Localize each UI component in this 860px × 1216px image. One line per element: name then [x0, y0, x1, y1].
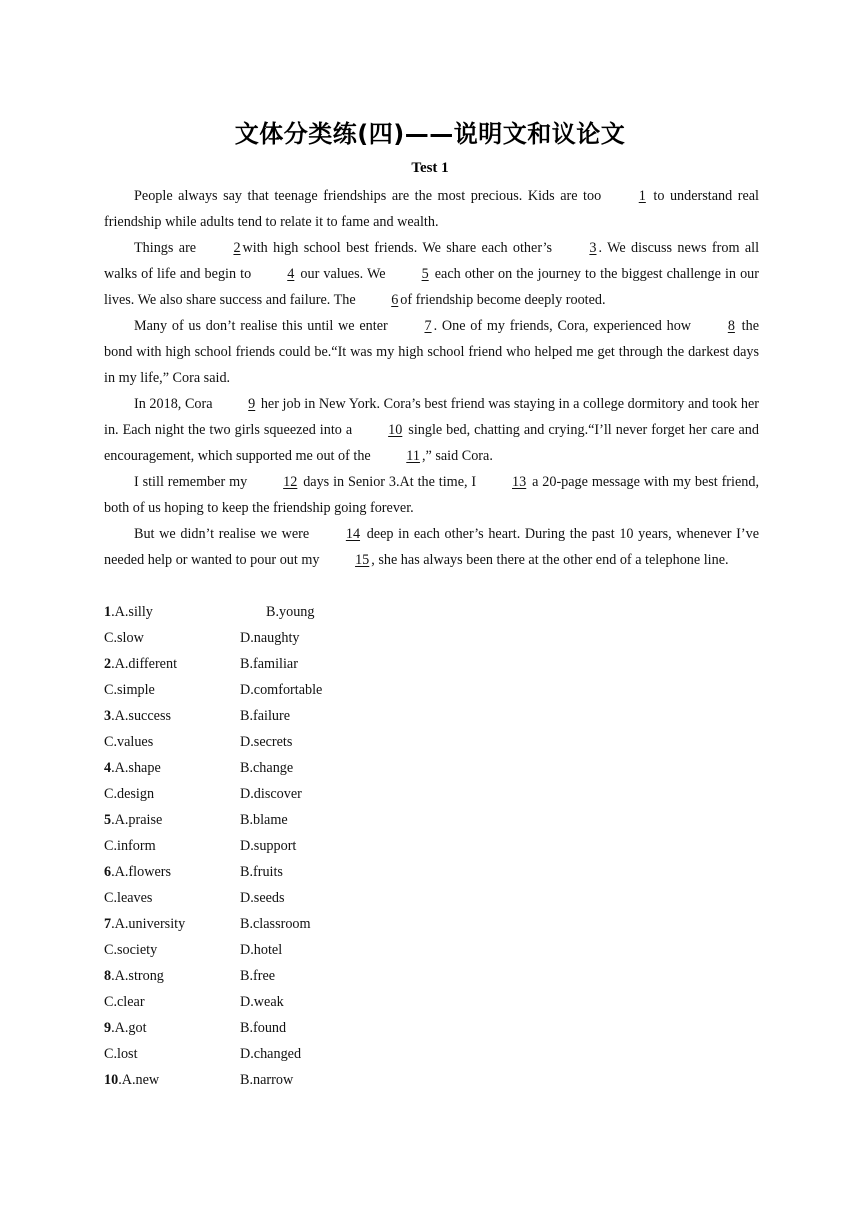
- option-b: B.change: [240, 760, 294, 776]
- option-a: [104, 1015, 147, 1041]
- option-a: [104, 807, 162, 833]
- question-number: 1: [104, 604, 112, 620]
- passage-text: People always say that teenage friendships are the most precious. Kids are too: [134, 188, 607, 204]
- passage-text: days in Senior 3.At the time, I: [299, 474, 481, 490]
- option-a: [104, 599, 153, 625]
- question-5-row-cd: [104, 833, 504, 859]
- option-a-text: .A.flowers: [111, 864, 171, 880]
- option-b: B.failure: [240, 708, 291, 724]
- option-c: C.leaves: [104, 890, 153, 906]
- blank-14: 14: [345, 526, 361, 542]
- blank-7: 7: [424, 318, 432, 334]
- option-c: C.inform: [104, 838, 156, 854]
- option-d: D.secrets: [240, 734, 293, 750]
- blank-1: 1: [638, 188, 646, 204]
- question-number: 7: [104, 916, 112, 932]
- option-d: D.support: [240, 838, 297, 854]
- option-d: D.changed: [240, 1046, 302, 1062]
- question-9-row-ab: [104, 1015, 504, 1041]
- option-b: B.blame: [240, 812, 288, 828]
- option-a: [104, 859, 171, 885]
- passage-text: a 20-page message with my best friend, both of us hoping to keep the friendship going forever.: [104, 474, 759, 516]
- question-number: 5: [104, 812, 112, 828]
- paragraph-4: [104, 391, 759, 469]
- option-b: B.familiar: [240, 656, 298, 672]
- passage-text: each other on the journey to the biggest challenge in our lives. We also share success and failure. The: [104, 266, 759, 308]
- passage-text: Things are: [134, 240, 202, 256]
- option-b: B.free: [240, 968, 276, 984]
- option-a-text: .A.shape: [111, 760, 161, 776]
- passage-text: , she has always been there at the other end of a telephone line.: [371, 552, 729, 568]
- blank-10: 10: [388, 422, 403, 438]
- question-2-row-cd: [104, 677, 504, 703]
- passage-text: our values. We: [296, 266, 390, 282]
- question-number: 9: [104, 1020, 112, 1036]
- answer-options: [104, 599, 504, 1093]
- option-c: C.values: [104, 734, 154, 750]
- option-d: D.comfortable: [240, 682, 323, 698]
- blank-5: 5: [421, 266, 429, 282]
- option-c: C.lost: [104, 1046, 138, 1062]
- passage-text: . We discuss news from all walks of life and begin to: [104, 240, 760, 282]
- passage-text: . One of my friends, Cora, experienced how: [433, 318, 696, 334]
- option-c: C.design: [104, 786, 155, 802]
- page-title: 文体分类练(四)——说明文和议论文: [234, 120, 626, 148]
- passage-text: with high school best friends. We share each other’s: [242, 240, 558, 256]
- question-number: 4: [104, 760, 112, 776]
- question-number: 6: [104, 864, 112, 880]
- paragraph-1: [104, 183, 759, 235]
- blank-11: 11: [406, 448, 420, 464]
- option-a-text: .A.success: [111, 708, 171, 724]
- blank-12: 12: [283, 474, 298, 490]
- option-b: B.classroom: [240, 916, 311, 932]
- passage-text: I still remember my: [134, 474, 252, 490]
- option-a: [104, 755, 161, 781]
- blank-13: 13: [512, 474, 527, 490]
- question-3-row-ab: [104, 703, 504, 729]
- question-number: 2: [104, 656, 112, 672]
- question-5-row-ab: [104, 807, 504, 833]
- question-1-row-cd: [104, 625, 504, 651]
- blank-15: 15: [355, 552, 370, 568]
- question-number: 8: [104, 968, 112, 984]
- test-subtitle: Test 1: [411, 160, 449, 176]
- paragraph-6: [104, 521, 759, 573]
- passage-text: of friendship become deeply rooted.: [400, 292, 606, 308]
- passage-text: Many of us don’t realise this until we enter: [134, 318, 393, 334]
- question-4-row-ab: [104, 755, 504, 781]
- passage-text: her job in New York. Cora’s best friend was staying in a college dormitory and took her in. Each night the two girls squeezed into a: [104, 396, 759, 438]
- blank-9: 9: [248, 396, 256, 412]
- question-9-row-cd: [104, 1041, 504, 1067]
- question-7-row-cd: [104, 937, 504, 963]
- question-6-row-cd: [104, 885, 504, 911]
- option-d: D.seeds: [240, 890, 285, 906]
- passage-text: single bed, chatting and crying.“I’ll never forget her care and encouragement, which supported me out of the: [104, 422, 759, 464]
- option-d: D.discover: [240, 786, 302, 802]
- option-a-text: .A.different: [111, 656, 178, 672]
- question-8-row-cd: [104, 989, 504, 1015]
- question-7-row-ab: [104, 911, 504, 937]
- passage-text: deep in each other’s heart. During the past 10 years, whenever I’ve needed help or wanted to pour out my: [104, 526, 759, 568]
- passage-text: the bond with high school friends could be.“It was my high school friend who helped me get through the darkest days in my life,” Cora said.: [104, 318, 759, 386]
- blank-6: 6: [391, 292, 399, 308]
- blank-8: 8: [727, 318, 735, 334]
- option-a-text: .A.praise: [111, 812, 163, 828]
- option-c: C.society: [104, 942, 158, 958]
- question-2-row-ab: [104, 651, 504, 677]
- option-a-text: .A.got: [111, 1020, 147, 1036]
- option-a: [104, 963, 164, 989]
- option-a-text: .A.silly: [111, 604, 153, 620]
- passage-text: In 2018, Cora: [134, 396, 217, 412]
- blank-4: 4: [287, 266, 295, 282]
- option-a: [104, 703, 171, 729]
- paragraph-2: [104, 235, 759, 313]
- paragraph-5: [104, 469, 759, 521]
- cloze-passage: [104, 183, 759, 573]
- option-c: C.slow: [104, 630, 144, 646]
- option-a: [104, 911, 185, 937]
- option-c: C.clear: [104, 994, 145, 1010]
- passage-text: ,” said Cora.: [421, 448, 493, 464]
- blank-2: 2: [233, 240, 241, 256]
- question-number: 10: [104, 1072, 119, 1088]
- passage-text: to understand real friendship while adults tend to relate it to fame and wealth.: [104, 188, 760, 230]
- question-number: 3: [104, 708, 112, 724]
- question-6-row-ab: [104, 859, 504, 885]
- option-b: B.found: [240, 1020, 287, 1036]
- question-8-row-ab: [104, 963, 504, 989]
- option-d: D.hotel: [240, 942, 283, 958]
- option-a-text: .A.strong: [111, 968, 164, 984]
- blank-3: 3: [589, 240, 597, 256]
- option-b: B.young: [266, 604, 315, 620]
- passage-text: But we didn’t realise we were: [134, 526, 314, 542]
- question-10-row-ab: [104, 1067, 504, 1093]
- question-4-row-cd: [104, 781, 504, 807]
- option-a-text: .A.university: [111, 916, 186, 932]
- option-a-text: .A.new: [118, 1072, 160, 1088]
- option-a: [104, 1067, 159, 1093]
- paragraph-3: [104, 313, 759, 391]
- question-1-row-ab: [104, 599, 504, 625]
- question-3-row-cd: [104, 729, 504, 755]
- option-b: B.fruits: [240, 864, 283, 880]
- option-c: C.simple: [104, 682, 155, 698]
- option-d: D.naughty: [240, 630, 300, 646]
- option-d: D.weak: [240, 994, 284, 1010]
- option-b: B.narrow: [240, 1072, 294, 1088]
- option-a: [104, 651, 177, 677]
